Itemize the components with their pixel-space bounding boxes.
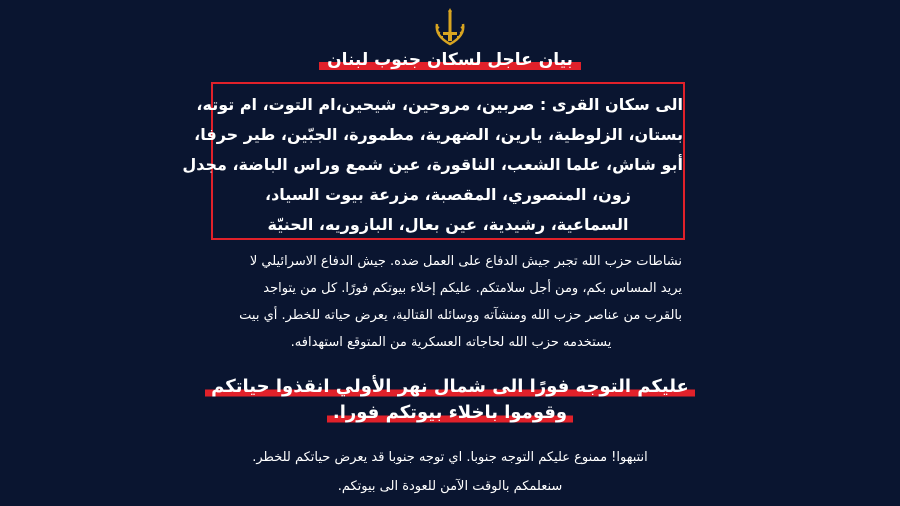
paragraph-line: يستخدمه حزب الله لحاجاته العسكرية من المتوقع استهدافه. (290, 335, 612, 350)
villages-line: الى سكان القرى : صربين، مروحين، شيحين،ام التوت، ام توته، (196, 95, 683, 114)
footer-notice (0, 443, 900, 501)
footer-line-2: سنعلمكم بالوقت الآمن للعودة الى بيوتكم. (337, 479, 563, 494)
page-title: بيان عاجل لسكان جنوب لبنان (319, 49, 581, 73)
idf-emblem-icon (431, 8, 469, 48)
statement-paragraph (220, 248, 682, 356)
evacuation-warning (0, 374, 900, 426)
paragraph-line: نشاطات حزب الله تجبر جيش الدفاع على العمل ضده. جيش الدفاع الاسرائيلي لا (249, 254, 682, 269)
paragraph-line: بالقرب من عناصر حزب الله ومنشآته ووسائله القتالية، يعرض حياته للخطر. أي بيت (239, 308, 682, 323)
footer-line-1: انتبهوا! ممنوع عليكم التوجه جنوبا. اي توجه جنوبا قد يعرض حياتكم للخطر. (252, 450, 648, 465)
paragraph-line: يريد المساس بكم، ومن أجل سلامتكم. عليكم إخلاء بيوتكم فورًا. كل من يتواجد (263, 281, 682, 296)
villages-line: زون، المنصوري، المقصبة، مزرعة بيوت السياد، (264, 185, 631, 204)
villages-line: أبو شاش، علما الشعب، الناقورة، عين شمع وراس الباضة، مجدل (182, 155, 683, 174)
villages-box (182, 82, 685, 240)
warning-line-2: وقوموا باخلاء بيوتكم فورا. (327, 400, 573, 426)
title-banner (0, 49, 900, 73)
warning-line-1: عليكم التوجه فورًا الى شمال نهر الأولي انقذوا حياتكم (205, 374, 695, 400)
villages-line: السماعية، رشيدية، عين بعال، البازوريه، الحنيّة (267, 215, 629, 234)
villages-line: بستان، الزلوطية، يارين، الضهرية، مطمورة، الجبّين، طير حرفا، (194, 125, 683, 144)
